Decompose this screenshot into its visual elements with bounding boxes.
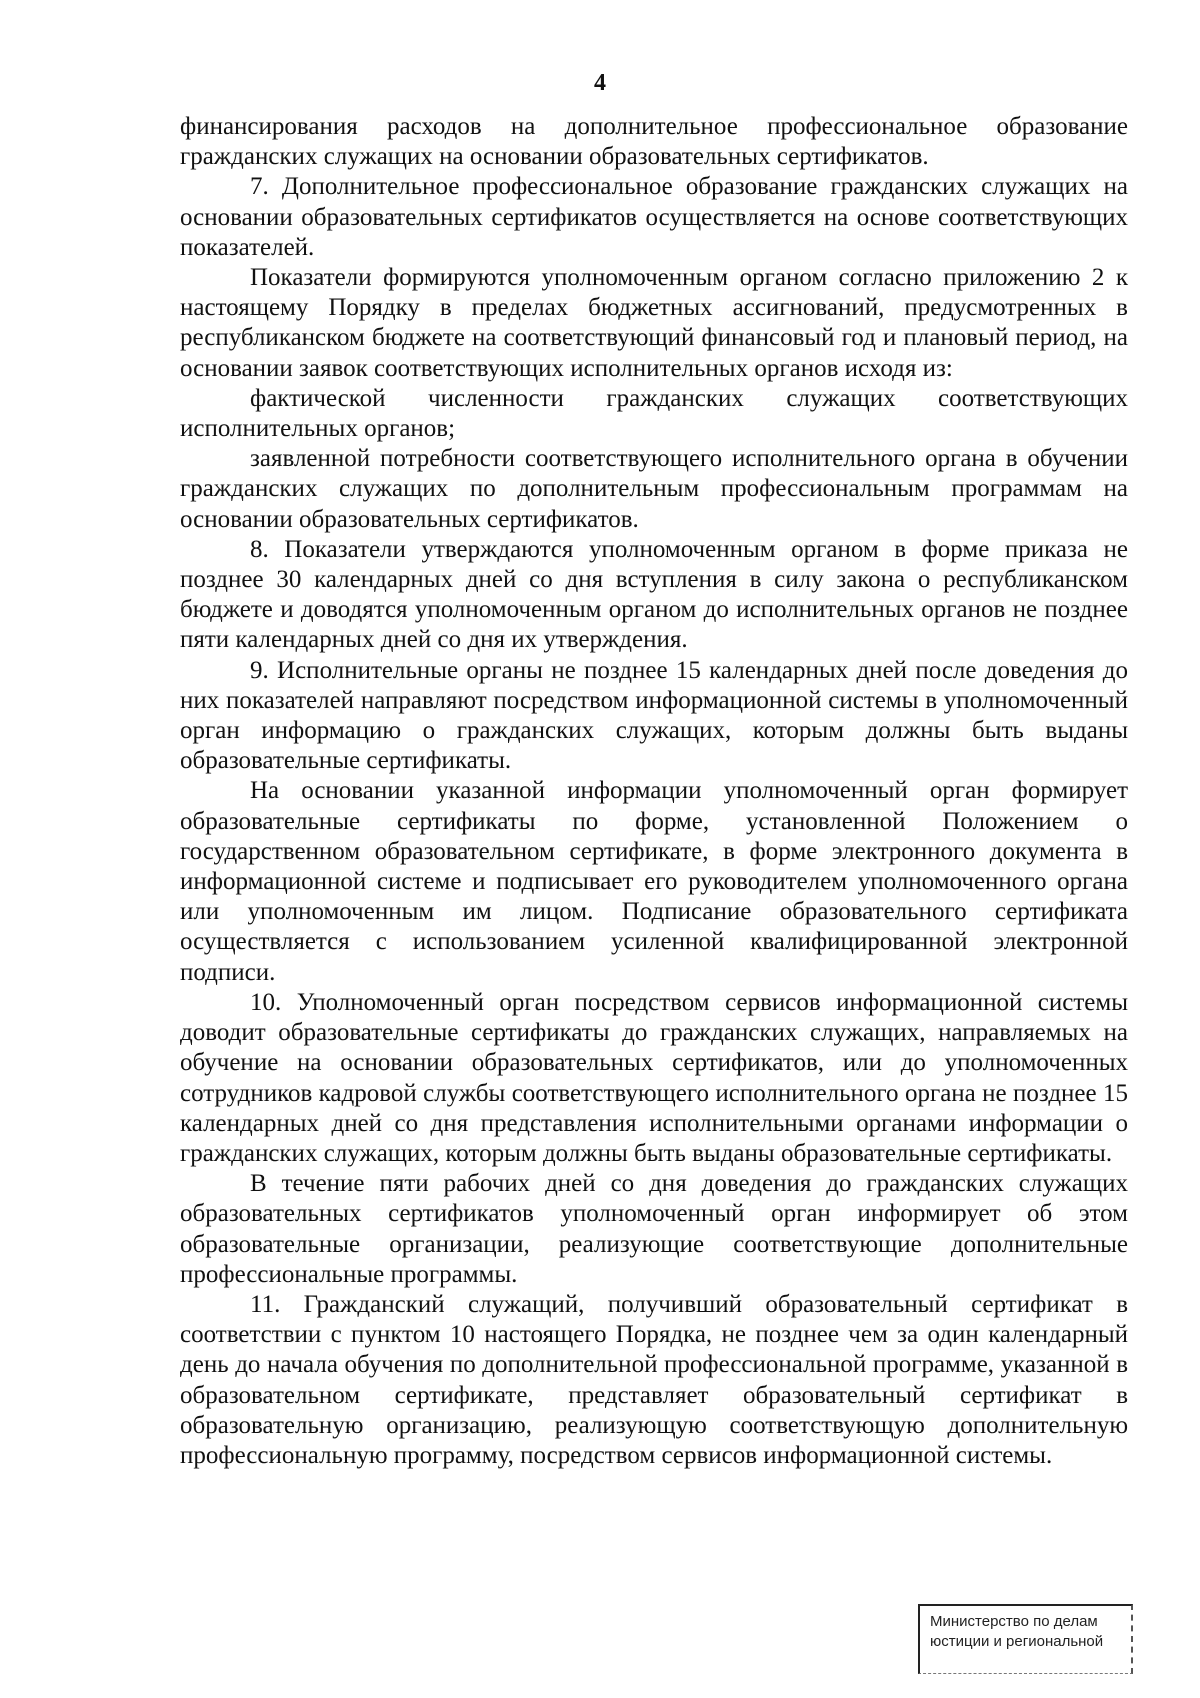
paragraph: 11. Гражданский служащий, получивший образовательный сертификат в соответствии с пунктом 10 настоящего Порядка, не позднее чем за один календарный день до начала обучения по дополнительной профессиональной программе, указанной в образовательном сертификате, представляет образовательный сертификат в образовательную организацию, реализующую соответствующую дополнительную профессиональную программу, посредством сервисов информационной системы. xyxy=(180,1290,1128,1469)
stamp-line-2: юстиции и региональной xyxy=(930,1633,1104,1650)
paragraph: фактической численности гражданских служащих соответствующих исполнительных органов; xyxy=(180,384,1128,443)
stamp-line-1: Министерство по делам xyxy=(930,1613,1098,1630)
paragraph: 8. Показатели утверждаются уполномоченным органом в форме приказа не позднее 30 календарных дней со дня вступления в силу закона о республиканском бюджете и доводятся уполномоченным органом до исполнительных органов не позднее пяти календарных дней со дня их утверждения. xyxy=(180,535,1128,654)
paragraph: На основании указанной информации уполномоченный орган формирует образовательные сертификаты по форме, установленной Положением о государственном образовательном сертификате, в форме электронного документа в информационной системе и подписывает его руководителем уполномоченного органа или уполномоченным им лицом. Подписание образовательного сертификата осуществляется с использованием усиленной квалифицированной электронной подписи. xyxy=(180,777,1128,986)
ministry-stamp xyxy=(918,1604,1133,1674)
paragraph: финансирования расходов на дополнительное профессиональное образование гражданских служащих на основании образовательных сертификатов. xyxy=(180,113,1128,171)
paragraph: 9. Исполнительные органы не позднее 15 календарных дней после доведения до них показателей направляют посредством информационной системы в уполномоченный орган информацию о гражданских служащих, которым должны быть выданы образовательные сертификаты. xyxy=(180,656,1128,775)
document-body xyxy=(180,112,1128,1471)
paragraph: 10. Уполномоченный орган посредством сервисов информационной системы доводит образовательные сертификаты до гражданских служащих, направляемых на обучение на основании образовательных сертификатов, или до уполномоченных сотрудников кадровой службы соответствующего исполнительного органа не позднее 15 календарных дней со дня представления исполнительными органами информации о гражданских служащих, которым должны быть выданы образовательные сертификаты. xyxy=(180,988,1128,1167)
paragraph: заявленной потребности соответствующего исполнительного органа в обучении гражданских служащих по дополнительным профессиональным программам на основании образовательных сертификатов. xyxy=(180,445,1128,533)
page-number: 4 xyxy=(594,70,606,96)
paragraph: 7. Дополнительное профессиональное образование гражданских служащих на основании образовательных сертификатов осуществляется на основе соответствующих показателей. xyxy=(180,173,1128,261)
paragraph: В течение пяти рабочих дней со дня доведения до гражданских служащих образовательных сертификатов уполномоченный орган информирует об этом образовательные организации, реализующие соответствующие дополнительные профессиональные программы. xyxy=(180,1170,1128,1288)
paragraph: Показатели формируются уполномоченным органом согласно приложению 2 к настоящему Порядку в пределах бюджетных ассигнований, предусмотренных в республиканском бюджете на соответствующий финансовый год и плановый период, на основании заявок соответствующих исполнительных органов исходя из: xyxy=(180,264,1128,382)
